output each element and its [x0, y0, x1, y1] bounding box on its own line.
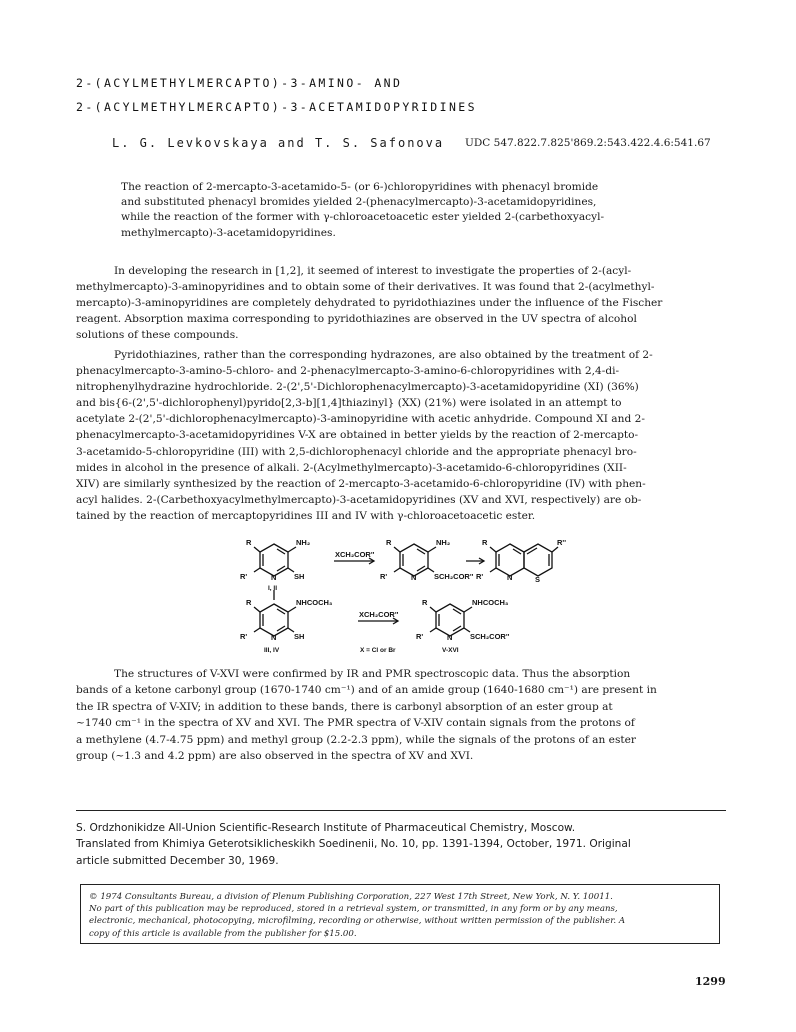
substituent-r1: R'	[240, 632, 248, 641]
paragraph-line: ~1740 cm⁻¹ in the spectra of XV and XVI. The PMR spectra of V-XIV contain signals from the protons of	[76, 717, 635, 730]
footnote-divider	[76, 810, 726, 811]
substituent-r: R	[386, 538, 392, 547]
paragraph-line: the IR spectra of V-XIV; in addition to these bands, there is carbonyl absorption of an ester group at	[76, 700, 613, 713]
substituent-r1: R'	[416, 632, 424, 641]
substituent-r: R	[422, 598, 428, 607]
compound-label-v-xvi: V-XVI	[442, 647, 459, 654]
affiliation-footnote	[76, 820, 726, 869]
abstract-line: The reaction of 2-mercapto-3-acetamido-5- (or 6-)chloropyridines with phenacyl bromide	[121, 181, 599, 193]
paragraph-line: a methylene (4.7-4.75 ppm) and methyl group (2.2-2.3 ppm), while the signals of the protons of an ester	[76, 733, 636, 746]
halogen-note: X = Cl or Br	[360, 647, 396, 654]
paragraph-line: and bis{6-(2',5'-dichlorophenyl)pyrido[2,3-b][1,4]thiazinyl} (XX) (21%) were isolated in an attempt to	[76, 397, 622, 410]
copyright-line: electronic, mechanical, photocopying, microfilming, recording or otherwise, without written permission of the publisher. A	[89, 916, 626, 927]
reagent-label: XCH₂COR''	[335, 550, 375, 559]
paragraph-line: 3-acetamido-5-chloropyridine (III) with 2,5-dichlorophenacyl chloride and the appropriate phenacyl bro-	[76, 445, 637, 458]
copyright-line: © 1974 Consultants Bureau, a division of Plenum Publishing Corporation, 227 West 17th Street, New York, N. Y. 10011.	[89, 892, 613, 902]
paragraph-line: methylmercapto)-3-aminopyridines and to obtain some of their derivatives. It was found that 2-(acylmethyl-	[76, 281, 655, 294]
substituent-r1: R'	[240, 572, 248, 581]
copyright-line: No part of this publication may be reproduced, stored in a retrieval system, or transmitted, in any form or by any means,	[89, 904, 618, 915]
paragraph-line: The structures of V-XVI were confirmed by IR and PMR spectroscopic data. Thus the absorption	[114, 668, 631, 680]
substituent-r1: R'	[380, 572, 388, 581]
amino-group: NH₂	[296, 538, 311, 547]
abstract-line: while the reaction of the former with γ-chloroacetoacetic ester yielded 2-(carbethoxyacyl-	[121, 211, 605, 224]
abstract	[121, 180, 711, 241]
udc-code: UDC 547.822.7.825'869.2:543.422.4.6:541.67	[465, 137, 711, 149]
paragraph-line: acyl halides. 2-(Carbethoxyacylmethylmercapto)-3-acetamidopyridines (XV and XVI, respectively) are ob-	[76, 493, 642, 506]
abstract-line: methylmercapto)-3-acetamidopyridines.	[121, 226, 336, 239]
thiol-group: SH	[294, 632, 305, 641]
amino-group: NH₂	[436, 538, 451, 547]
ring-sulfur: S	[535, 575, 541, 584]
paragraph-line: Pyridothiazines, rather than the corresponding hydrazones, are also obtained by the treatment of 2-	[114, 349, 653, 361]
article-title-line-2: 2-(ACYLMETHYLMERCAPTO)-3-ACETAMIDOPYRIDINES	[76, 100, 477, 114]
substituent-r: R	[246, 598, 252, 607]
paragraph-line: mercapto)-3-aminopyridines are completely dehydrated to pyridothiazines under the influence of the Fischer	[76, 297, 663, 310]
footnote-line: article submitted December 30, 1969.	[76, 854, 279, 867]
paragraph-line: phenacylmercapto-3-amino-5-chloro- and 2-phenacylmercapto-3-amino-6-chloropyridines with 2,4-di-	[76, 365, 620, 378]
copyright-notice	[80, 884, 720, 944]
compound-label-i-ii: I, II	[268, 585, 278, 592]
authors: L. G. Levkovskaya and T. S. Safonova	[112, 136, 445, 150]
page-number: 1299	[695, 975, 726, 988]
ring-nitrogen: N	[411, 573, 417, 582]
thioether-group: SCH₂COR''	[434, 572, 474, 581]
copyright-line: copy of this article is available from the publisher for $15.00.	[89, 928, 357, 939]
substituent-r: R	[482, 538, 488, 547]
paragraph-line: mides in alcohol in the presence of alkali. 2-(Acylmethylmercapto)-3-acetamido-6-chloropyridines (XII-	[76, 461, 627, 474]
thiol-group: SH	[294, 572, 305, 581]
acetamido-group: NHCOCH₃	[296, 598, 333, 607]
ring-nitrogen: N	[447, 633, 453, 642]
paragraph-line: solutions of these compounds.	[76, 329, 239, 342]
paragraph-line: acetylate 2-(2',5'-dichlorophenacylmercapto)-3-aminopyridine with acetic anhydride. Compound XI and 2-	[76, 413, 645, 426]
ring-nitrogen: N	[271, 573, 277, 582]
paragraph-line: bands of a ketone carbonyl group (1670-1740 cm⁻¹) and of an amide group (1640-1680 cm⁻¹) are present in	[76, 684, 657, 697]
paragraph-line: phenacylmercapto-3-acetamidopyridines V-X are obtained in better yields by the reaction of 2-mercapto-	[76, 429, 639, 442]
ring-nitrogen: N	[507, 573, 513, 582]
paragraph-line: XIV) are similarly synthesized by the reaction of 2-mercapto-3-acetamido-6-chloropyridine (IV) with phen-	[76, 477, 646, 490]
reaction-scheme	[238, 530, 568, 658]
paragraph-line: group (~1.3 and 4.2 ppm) are also observed in the spectra of XV and XVI.	[76, 750, 474, 763]
paragraph-line: reagent. Absorption maxima corresponding to pyridothiazines are observed in the UV spectra of alcohol	[76, 313, 637, 326]
substituent-r1: R'	[476, 572, 484, 581]
paragraph-line: In developing the research in [1,2], it seemed of interest to investigate the properties of 2-(acyl-	[114, 265, 632, 277]
ring-nitrogen: N	[271, 633, 277, 642]
compound-label-iii-iv: III, IV	[264, 647, 280, 654]
thioether-group: SCH₂COR''	[470, 632, 510, 641]
paragraph-line: tained by the reaction of mercaptopyridines III and IV with γ-chloroacetoacetic ester.	[76, 509, 536, 522]
reagent-label: XCH₂COR''	[359, 610, 399, 619]
paragraph-3	[76, 666, 736, 764]
article-title-line-1: 2-(ACYLMETHYLMERCAPTO)-3-AMINO- AND	[76, 76, 403, 90]
paragraph-line: nitrophenylhydrazine hydrochloride. 2-(2',5'-Dichlorophenacylmercapto)-3-acetamidopyridine (XI) (36%)	[76, 381, 639, 394]
footnote-line: S. Ordzhonikidze All-Union Scientific-Research Institute of Pharmaceutical Chemistry, Moscow.	[76, 822, 576, 834]
substituent-r2: R''	[557, 538, 566, 547]
paragraph-2	[76, 347, 736, 524]
abstract-line: and substituted phenacyl bromides yielded 2-(phenacylmercapto)-3-acetamidopyridines,	[121, 196, 597, 209]
paragraph-1	[76, 263, 736, 343]
substituent-r: R	[246, 538, 252, 547]
acetamido-group: NHCOCH₃	[472, 598, 509, 607]
footnote-line: Translated from Khimiya Geterotsiklicheskikh Soedinenii, No. 10, pp. 1391-1394, October, 1971. Original	[76, 838, 631, 851]
